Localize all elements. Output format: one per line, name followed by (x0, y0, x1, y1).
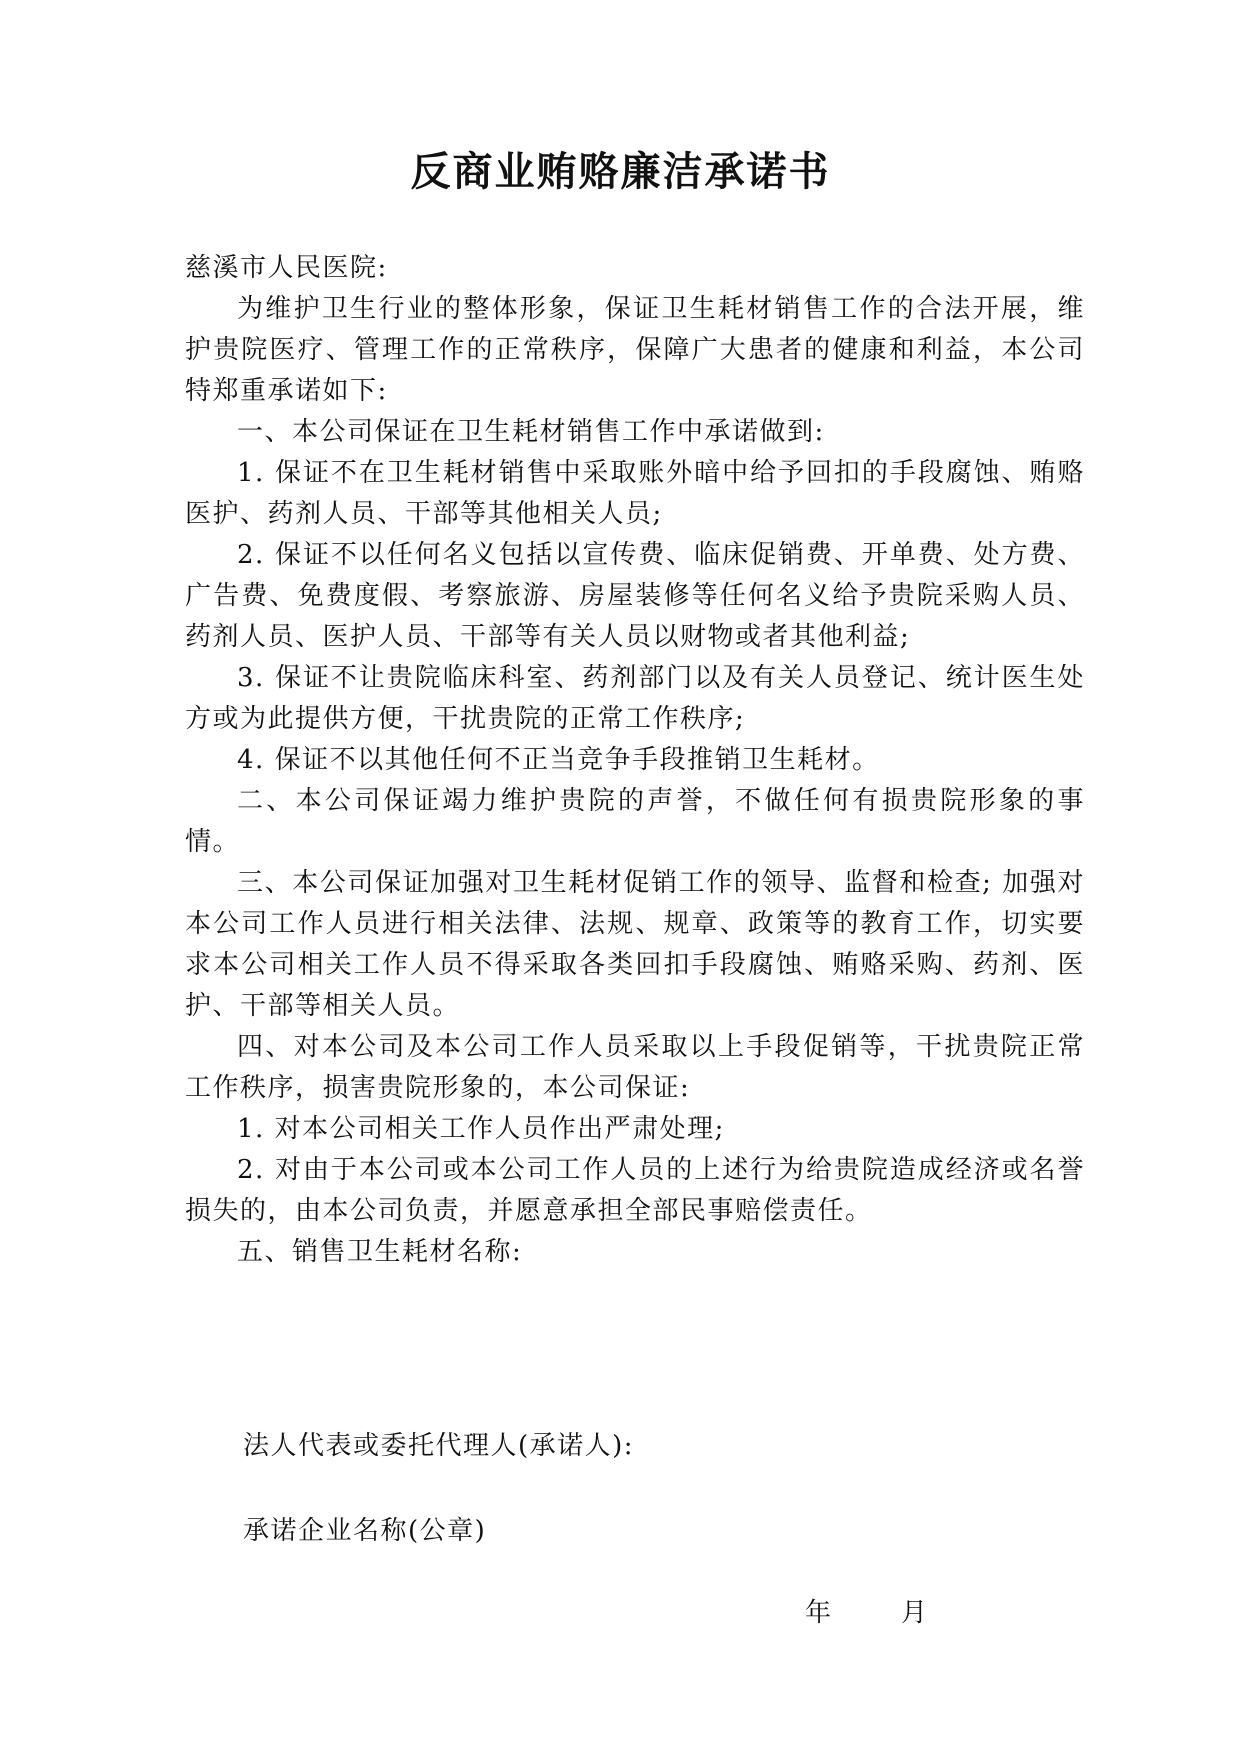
paragraph-section-2: 二、本公司保证竭力维护贵院的声誉，不做任何有损贵院形象的事情。 (185, 786, 1085, 857)
date-year: 年 (805, 1598, 832, 1628)
document-body (185, 248, 1085, 1273)
paragraph-section-1: 一、本公司保证在卫生耗材销售工作中承诺做到: (237, 417, 825, 447)
date-month: 月 (901, 1598, 928, 1628)
paragraph-item-2: 2. 保证不以任何名义包括以宣传费、临床促销费、开单费、处方费、广告费、免费度假、考察旅游、房屋装修等任何名义给予贵院采购人员、药剂人员、医护人员、干部等有关人员以财物或者其他利益; (185, 540, 1085, 652)
paragraph-item-1: 1. 保证不在卫生耗材销售中采取账外暗中给予回扣的手段腐蚀、贿赂医护、药剂人员、干部等其他相关人员; (185, 458, 1085, 529)
paragraph-section-3: 三、本公司保证加强对卫生耗材促销工作的领导、监督和检查; 加强对本公司工作人员进行相关法律、法规、规章、政策等的教育工作，切实要求本公司相关工作人员不得采取各类回扣手段腐蚀、贿赂采购、药剂、医护、干部等相关人员。 (185, 868, 1085, 1021)
paragraph-intro: 为维护卫生行业的整体形象，保证卫生耗材销售工作的合法开展，维护贵院医疗、管理工作的正常秩序，保障广大患者的健康和利益，本公司特郑重承诺如下: (185, 294, 1085, 406)
signature-representative: 法人代表或委托代理人(承诺人): (243, 1431, 635, 1461)
date-line (805, 1592, 927, 1629)
document-title: 反商业贿赂廉洁承诺书 (410, 148, 831, 195)
paragraph-item-3: 3. 保证不让贵院临床科室、药剂部门以及有关人员登记、统计医生处方或为此提供方便，干扰贵院的正常工作秩序; (185, 663, 1085, 734)
paragraph-section-5: 五、销售卫生耗材名称: (237, 1237, 523, 1267)
addressee: 慈溪市人民医院: (185, 253, 388, 283)
paragraph-sub-item-2: 2. 对由于本公司或本公司工作人员的上述行为给贵院造成经济或名誉损失的，由本公司负责，并愿意承担全部民事赔偿责任。 (185, 1155, 1085, 1226)
paragraph-sub-item-1: 1. 对本公司相关工作人员作出严肃处理; (237, 1114, 725, 1144)
signature-company: 承诺企业名称(公章) (243, 1516, 487, 1546)
paragraph-item-4: 4. 保证不以其他任何不正当竞争手段推销卫生耗材。 (237, 745, 880, 775)
paragraph-section-4: 四、对本公司及本公司工作人员采取以上手段促销等，干扰贵院正常工作秩序，损害贵院形象的，本公司保证: (185, 1032, 1085, 1103)
